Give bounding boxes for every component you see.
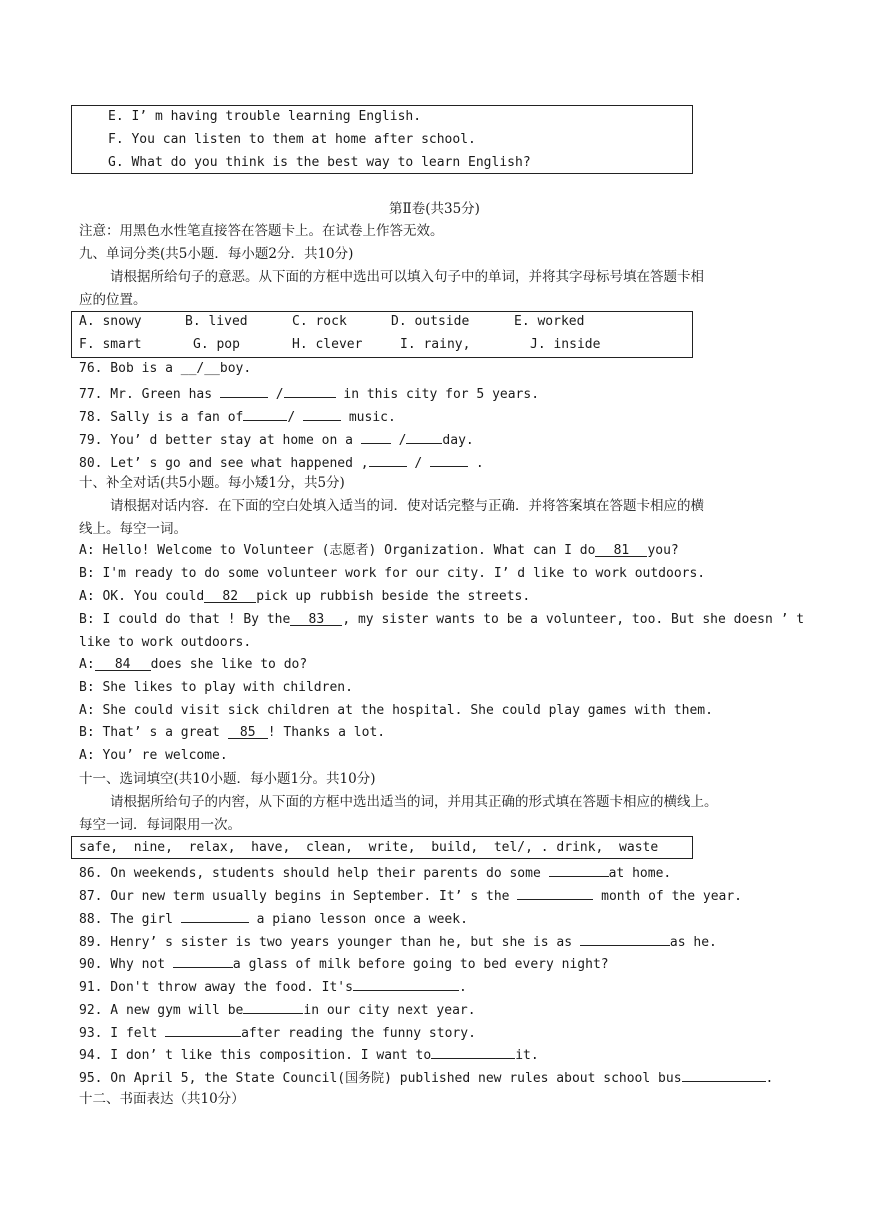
question-86: 86. On weekends, students should help their parents do some at home. (79, 862, 671, 880)
dialog-line-7: B: She likes to play with children. (79, 680, 353, 695)
s11-title: 十一、选词填空(共10小题．每小题1分。共10分) (79, 771, 376, 787)
option-i: I. rainy, (400, 337, 471, 352)
question-95: 95. On April 5, the State Council(国务院) published new rules about school bus . (79, 1067, 773, 1085)
option-d: D. outside (391, 314, 470, 329)
option-j: J. inside (530, 337, 601, 352)
s10-instruction-1: 请根据对话内容．在下面的空白处填入适当的词．使对话完整与正确．并将答案填在答题卡相应的横 (110, 498, 704, 514)
option-e-word: E. worked (514, 314, 585, 329)
option-g: G. What do you think is the best way to learn English? (108, 155, 531, 170)
dialog-line-8: A: She could visit sick children at the hospital. She could play games with them. (79, 703, 713, 718)
question-89: 89. Henry’ s sister is two years younger than he, but she is as as he. (79, 931, 717, 949)
dialog-line-2: B: I'm ready to do some volunteer work for our city. I’ d like to work outdoors. (79, 566, 706, 581)
question-76: 76. Bob is a __/__boy. (79, 361, 252, 376)
dialog-line-10: A: You’ re welcome. (79, 748, 228, 763)
question-88: 88. The girl a piano lesson once a week. (79, 908, 468, 926)
question-87: 87. Our new term usually begins in September. It’ s the month of the year. (79, 885, 742, 903)
dialog-line-5: like to work outdoors. (79, 635, 252, 650)
question-80: 80. Let’ s go and see what happened , / . (79, 452, 484, 470)
question-92: 92. A new gym will be in our city next year. (79, 999, 476, 1017)
question-91: 91. Don't throw away the food. It's . (79, 976, 467, 994)
option-g-word: G. pop (193, 337, 240, 352)
s12-title: 十二、书面表达（共10分） (79, 1091, 245, 1107)
question-90: 90. Why not a glass of milk before going to bed every night? (79, 953, 609, 971)
question-94: 94. I don’ t like this composition. I want to it. (79, 1044, 539, 1062)
s10-title: 十、补全对话(共5小题。每小矮1分，共5分) (79, 475, 345, 491)
question-78: 78. Sally is a fan of / music. (79, 406, 396, 424)
dialog-line-9: B: That’ s a great 85 ! Thanks a lot. (79, 725, 386, 740)
dialog-line-3: A: OK. You could 82 pick up rubbish beside the streets. (79, 589, 531, 604)
s11-instruction-1: 请根据所给句子的内窖，从下面的方框中选出适当的词，并用其正确的形式填在答题卡相应的横线上。 (110, 794, 718, 810)
s10-instruction-2: 线上。每空一词。 (79, 521, 187, 537)
dialog-line-1: A: Hello! Welcome to Volunteer (志愿者) Organization. What can I do 81 you? (79, 543, 679, 558)
option-f-word: F. smart (79, 337, 142, 352)
s9-instruction-1: 请根据所给句子的意恶。从下面的方框中选出可以填入句子中的单词，并将其字母标号填在答题卡相 (110, 269, 704, 285)
dialog-line-4: B: I could do that ! By the 83 , my sister wants to be a volunteer, too. But she doesn ’ t (79, 612, 805, 627)
s9-title: 九、单词分类(共5小题．每小题2分．共10分) (79, 246, 354, 262)
notice: 注意：用黑色水性笔直接答在答题卡上。在试卷上作答无效。 (79, 223, 444, 239)
option-c: C. rock (292, 314, 347, 329)
question-93: 93. I felt after reading the funny story. (79, 1022, 476, 1040)
question-77: 77. Mr. Green has / in this city for 5 years. (79, 383, 539, 401)
word-bank: safe, nine, relax, have, clean, write, build, tel/, . drink, waste (79, 840, 659, 855)
option-e: E. I’ m having trouble learning English. (108, 109, 422, 124)
option-f: F. You can listen to them at home after school. (108, 132, 476, 147)
s11-instruction-2: 每空一词．每词限用一次。 (79, 817, 241, 833)
option-h: H. clever (292, 337, 363, 352)
dialog-line-6: A: 84 does she like to do? (79, 657, 308, 672)
option-b: B. lived (185, 314, 248, 329)
s9-instruction-2: 应的位置。 (79, 292, 147, 308)
option-a: A. snowy (79, 314, 142, 329)
section-title: 第Ⅱ卷(共35分) (389, 201, 480, 217)
question-79: 79. You’ d better stay at home on a / day. (79, 429, 474, 447)
